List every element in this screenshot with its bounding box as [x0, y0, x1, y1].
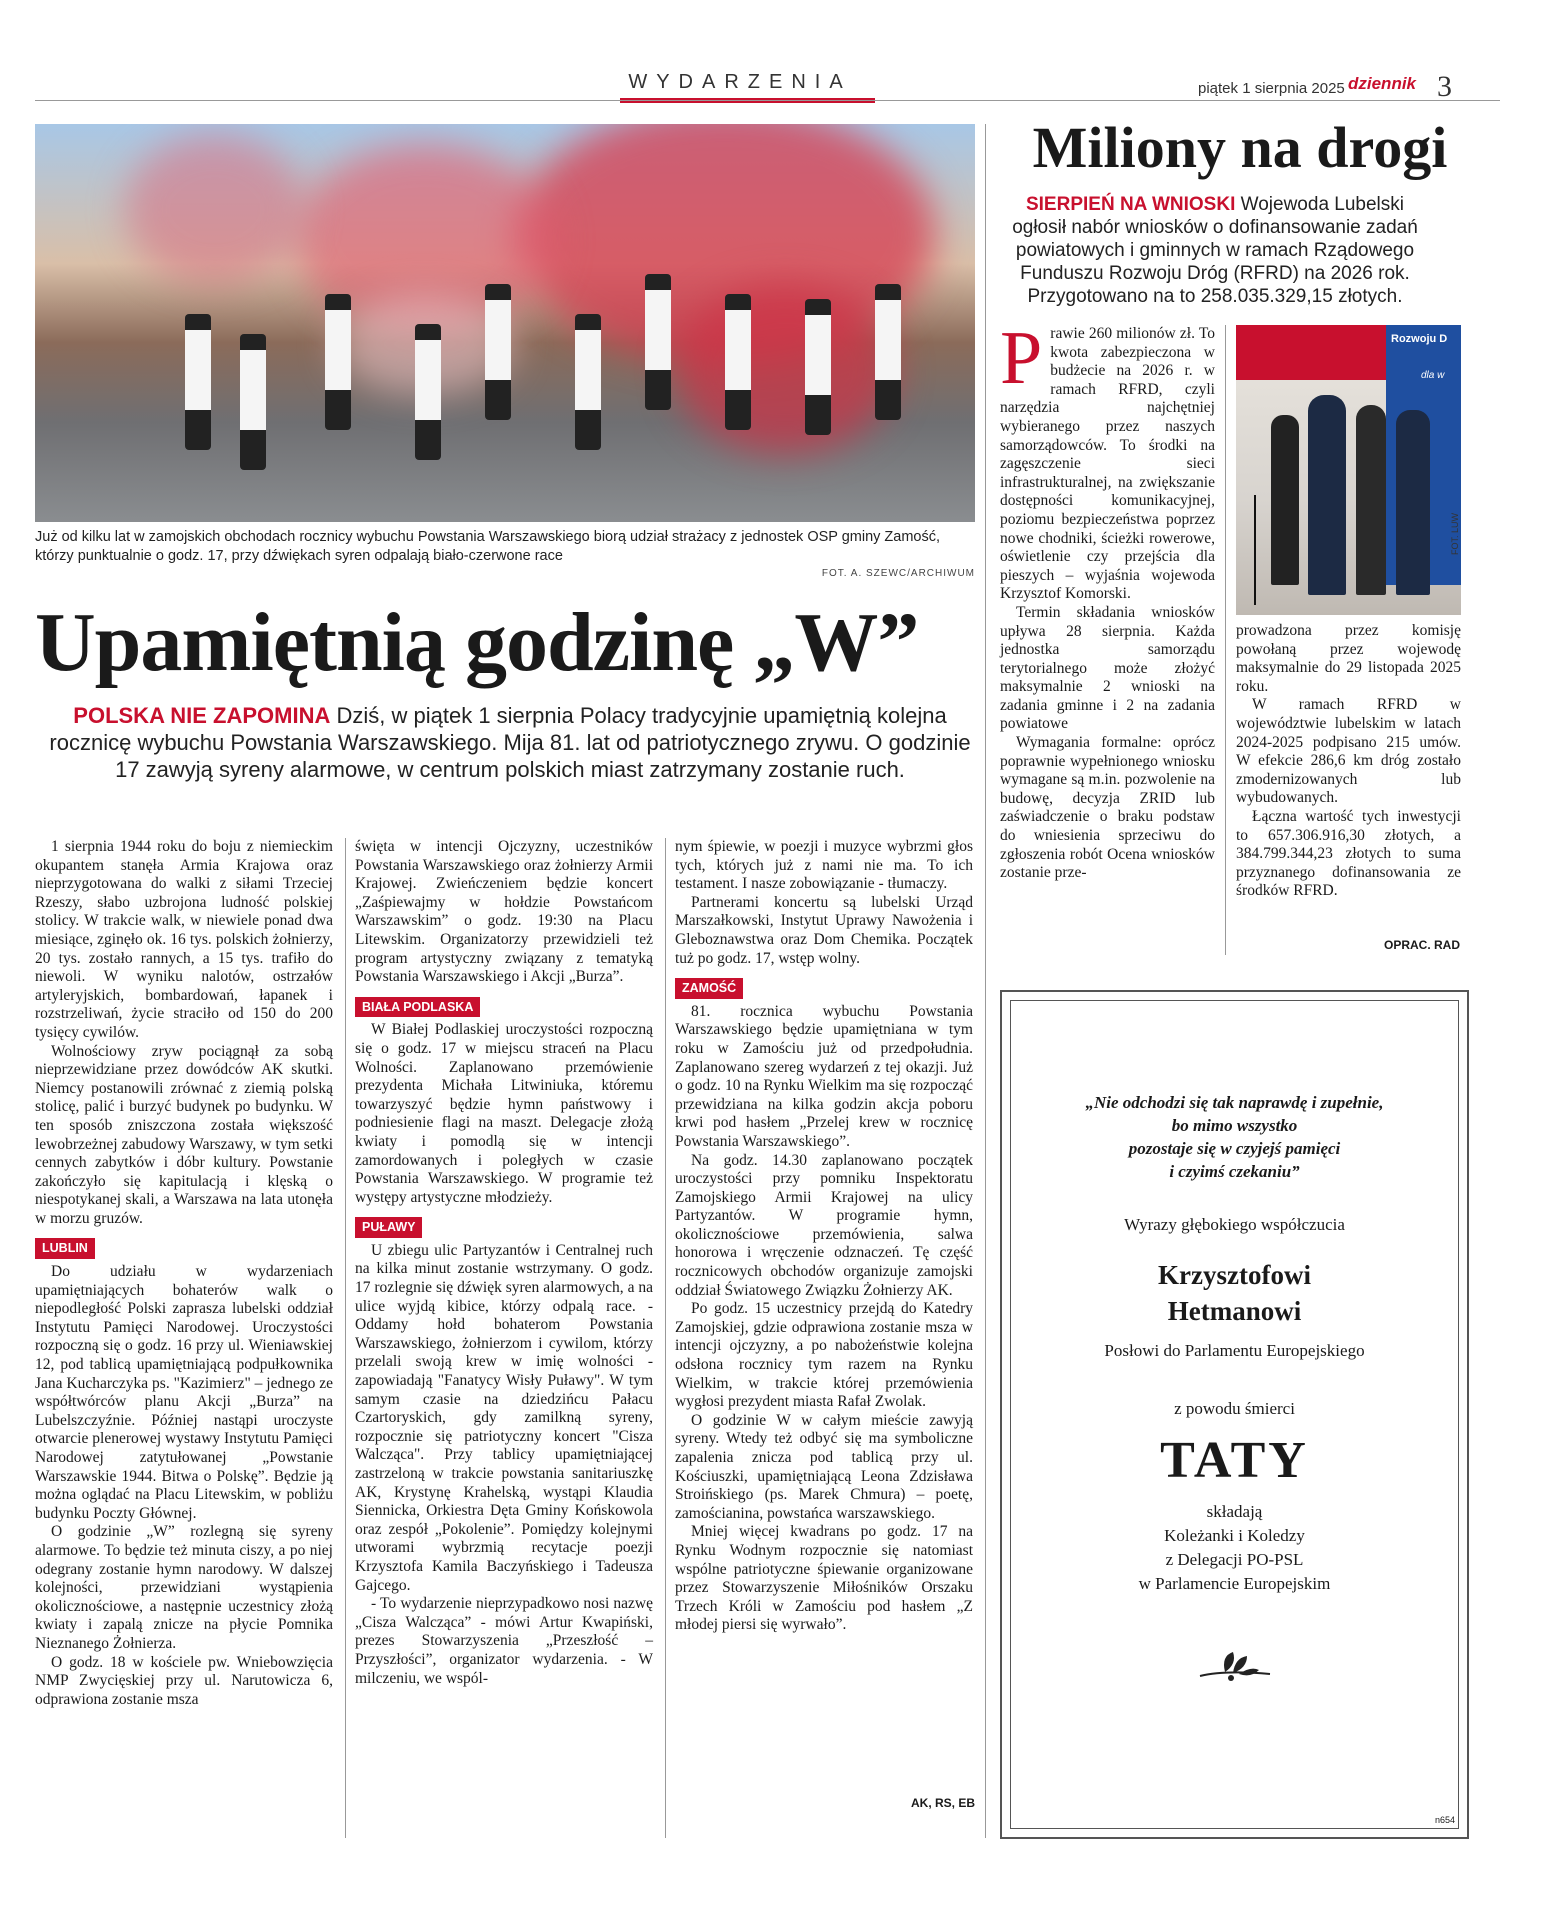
side-photo — [1236, 325, 1461, 615]
obituary-recipient — [1011, 1257, 1458, 1329]
paragraph: Do udziału w wydarzeniach upamiętniających bohaterów walk o niepodległość Polski zaprasza lubelski oddział Instytutu Pamięci Narodowej. Uroczystości rozpoczną się o godz. 16 przy ul. Wieniawskiej 12, pod tablicą upamiętniającą podpułkownika Jana Kucharczyka ps. "Kazimierz" – jednego ze współtwórców planu Akcji „Burza” na Lubelszczyźnie. Później nastąpi uroczyste otwarcie plenerowej wystawy Instytutu Pamięci Narodowej zatytułowanej „Powstanie Warszawskie 1944. Bitwa o Polskę”. Będzie ją można oglądać na Placu Litewskim, w pobliżu budynku Poczty Głównej. — [35, 1263, 333, 1522]
signatory-line: z Delegacji PO-PSL — [1165, 1550, 1304, 1569]
photo-caption: Już od kilku lat w zamojskich obchodach rocznicy wybuchu Powstania Warszawskiego biorą udział strażacy z jednostek OSP gminy Zamość, którzy punktualnie o godz. 17, przy dźwiękach syren odpalają biało-czerwone race — [35, 529, 941, 564]
obituary-frame — [1000, 990, 1469, 1839]
paragraph: Po godz. 15 uczestnicy przejdą do Katedry Zamojskiej, gdzie odprawiona zostanie msza w intencji ojczyzny, a po nabożeństwie kolejna odsłona rocznicy tym razem na Rynku Wielkim, w trakcie której przemówienia wygłosi prezydent miasta Rafał Zwolak. — [675, 1300, 973, 1411]
paragraph-text: rawie 260 milionów zł. To kwota zabezpieczona w budżecie na 2026 r. w ramach RFRD, czyli narzędzia najchętniej wybieranego przez naszych samorządowców. To środki na zagęszczenie sieci infrastrukturalnej, na zwiększanie dostępności komunikacyjnej, poziomu bezpieczeństwa poprzez nowe chodniki, ścieżki rowerowe, oświetlenie czy przejścia dla pieszych – wyjaśnia wojewoda Krzysztof Komorski. — [1000, 325, 1215, 603]
obituary-reason: z powodu śmierci — [1174, 1399, 1295, 1418]
side-authors: OPRAC. RAD — [1383, 938, 1460, 952]
quote-line: i czyimś czekaniu” — [1169, 1162, 1300, 1181]
signatory-line: w Parlamencie Europejskim — [1138, 1574, 1331, 1593]
photo-credit-side: FOT. LUW — [1450, 513, 1460, 555]
quote-line: bo mimo wszystko — [1171, 1116, 1298, 1135]
side-column-1 — [1000, 316, 1215, 883]
paragraph: prowadzona przez komisję powołaną przez wojewodę maksymalnie do 29 listopada 2025 roku. — [1236, 622, 1461, 695]
quote-line: pozostaje się w czyjejś pamięci — [1128, 1139, 1341, 1158]
issue-date: piątek 1 sierpnia 2025 — [1198, 80, 1345, 97]
region-tag-pulawy: PUŁAWY — [355, 1217, 422, 1238]
paragraph: O godz. 18 w kościele pw. Wniebowzięcia NMP Zwycięskiej przy ul. Narutowicza 6, odprawiona zostanie msza — [35, 1653, 333, 1708]
side-column-2 — [1236, 622, 1461, 901]
side-lead-kicker: SIERPIEŃ NA WNIOSKI — [1025, 194, 1236, 215]
side-lead-text: Wojewoda Lubelski ogłosił nabór wniosków o dofinansowanie zadań powiatowych i gminnych w ramach Rządowego Funduszu Rozwoju Dróg (RFRD) na 2026 rok. Przygotowano na to 258.035.329,15 złotych. — [1012, 194, 1418, 307]
section-label: WYDARZENIA — [628, 71, 852, 93]
obituary-deceased: TATY — [1160, 1432, 1309, 1489]
newspaper-logo: dziennik — [1348, 74, 1417, 93]
obituary-intro: Wyrazy głębokiego współczucia — [1124, 1215, 1345, 1234]
signatory-line: składają — [1206, 1502, 1263, 1521]
ad-code: n654 — [1434, 1815, 1455, 1825]
paragraph: Wymagania formalne: oprócz poprawnie wypełnionego wniosku wymagane są m.in. pozwolenie na budowę, decyzja ZRID lub zaświadczenie o braku podstaw do wniesienia sprzeciwu do zgłoszenia robót Ocena wniosków zostanie prze- — [1000, 734, 1215, 882]
microphone-stand — [1254, 495, 1256, 605]
recipient-line: Hetmanowi — [1167, 1296, 1302, 1326]
person-figure — [1308, 395, 1346, 595]
paragraph: święta w intencji Ojczyzny, uczestników Powstania Warszawskiego oraz żołnierzy Armii Krajowej. Zwieńczeniem będzie koncert „Zaśpiewajmy w hołdzie Powstańcom Warszawskim” o godz. 19:30 na Placu Litewskim. Organizatorzy przewidzieli też program artystyczny związany z tematyką Powstania Warszawskiego i Akcji „Burza”. — [355, 838, 653, 986]
flower-icon — [1195, 1646, 1275, 1686]
column-rule — [1225, 325, 1226, 955]
lead-kicker: POLSKA NIE ZAPOMINA — [73, 703, 331, 728]
obituary-quote — [1011, 1091, 1458, 1183]
paragraph: W ramach RFRD w województwie lubelskim w latach 2024-2025 podpisano 215 umów. W efekcie 286,6 km dróg zostało zmodernizowanych lub wybudowanych. — [1236, 696, 1461, 807]
region-tag-biala-podlaska: BIAŁA PODLASKA — [355, 997, 480, 1018]
main-photo — [35, 124, 975, 522]
column-rule — [985, 124, 986, 1838]
article-column-1 — [35, 838, 333, 1709]
paragraph: Termin składania wniosków upływa 28 sierpnia. Każda jednostka samorządu terytorialnego może złożyć maksymalnie 2 wnioski na zadania gminne i 2 na zadania powiatowe — [1000, 603, 1215, 733]
signatory-line: Koleżanki i Koledzy — [1164, 1526, 1305, 1545]
person-figure — [1271, 415, 1299, 585]
page-number: 3 — [1437, 70, 1452, 103]
side-headline: Miliony na drogi — [1032, 115, 1448, 180]
person-figure — [1396, 410, 1430, 595]
column-rule — [345, 838, 346, 1838]
obituary-role: Posłowi do Parlamentu Europejskiego — [1104, 1341, 1365, 1360]
banner-text: Rozwoju D — [1391, 333, 1448, 345]
article-authors: AK, RS, EB — [910, 1796, 975, 1810]
paragraph: U zbiegu ulic Partyzantów i Centralnej ruch na kilka minut zostanie wstrzymany. O godz. 17 rozlegnie się dźwięk syren alarmowych, a na ulice wyjdą kibice, którzy odpalą race. - Oddamy hołd bohaterom Powstania Warszawskiego, żołnierzom i cywilom, którzy przelali swoją krew w imię wolności - zapowiadają "Fanatycy Wisły Puławy". W tym samym czasie na dziedzińcu Pałacu Czartoryskich, gdy zamilkną syreny, rozpocznie się patriotyczny koncert "Cisza Walcząca". Przy tablicy upamiętniającej zastrzeloną w trakcie powstania sanitariuszkę AK, Krystynę Krahelską, wystąpi Klaudia Siennicka, Orkiestra Dęta Gminy Końskowola oraz zespół „Pokolenie”. Pomiędzy kolejnymi utworami wybrzmią recytacje poezji Krzysztofa Kamila Baczyńskiego i Tadeusza Gajcego. — [355, 1241, 653, 1594]
drop-cap: P — [1000, 316, 1043, 400]
paragraph: 81. rocznica wybuchu Powstania Warszawskiego będzie upamiętniana w tym roku w Zamościu już od przedpołudnia. Zaplanowano szereg wydarzeń z tej okazji. Już o godz. 10 na Rynku Wielkim ma się rozpocząć przewidziana na kilka godzin akcja poboru krwi pod hasłem „Przelej krew w rocznicę Powstania Warszawskiego”. — [675, 1002, 973, 1150]
lead-text: Dziś, w piątek 1 sierpnia Polacy tradycyjnie upamiętnią kolejna rocznicę wybuchu Powstania Warszawskiego. Mija 81. lat od patriotycznego zrywu. O godzinie 17 zawyją syreny alarmowe, w centrum polskich miast zatrzymany zostanie ruch. — [49, 703, 971, 782]
paragraph: Łączna wartość tych inwestycji to 657.306.916,30 złotych, a 384.799.344,23 złotych to suma przyznanego dofinansowania ze środków RFRD. — [1236, 807, 1461, 900]
recipient-line: Krzysztofowi — [1158, 1260, 1311, 1290]
region-tag-lublin: LUBLIN — [35, 1238, 95, 1259]
paragraph: Na godz. 14.30 zaplanowano początek uroczystości przy pomniku Inspektoratu Zamojskiego Armii Krajowej na ulicy Partyzantów. W programie hymn, okolicznościowe przemówienia, salwa honorowa i wręczenie odznaczeń. Tę część rocznicowych obchodów organizuje zamojski oddział Światowego Związku Żołnierzy AK. — [675, 1151, 973, 1299]
header-rule — [35, 100, 1500, 101]
obituary-signatories — [1011, 1500, 1458, 1596]
side-lead — [1000, 193, 1430, 308]
region-tag-zamosc: ZAMOŚĆ — [675, 978, 743, 999]
person-figure — [1356, 405, 1386, 595]
paragraph: Wolnościowy zryw pociągnął za sobą nieprzewidziane przez dowódców AK skutki. Niemcy postanowili zrównać z ziemią polską stolicę, palić i burzyć budynek po budynku. W ten sposób zniszczona została większość lewobrzeżnej zabudowy Warszawy, w tym setki cennych zabytków i dóbr kultury. Powstanie zakończyło się kapitulacją i klęską o niespotykanej skali, a Warszawa na lata utonęła w morzu gruzów. — [35, 1042, 333, 1227]
main-headline: Upamiętnią godzinę „W” — [35, 596, 919, 689]
paragraph: O godzinie „W” rozlegną się syreny alarmowe. To będzie też minuta ciszy, a po niej odegrany zostanie hymn narodowy. W dalszej kolejności, przewidziani wystąpienia okolicznościowe, a następnie uczestnicy złożą kwiaty i zapalą znicze na płycie Pomnika Nieznanego Żołnierza. — [35, 1523, 333, 1652]
paragraph: - To wydarzenie nieprzypadkowo nosi nazwę „Cisza Walcząca” - mówi Artur Kwapiński, prezes Stowarzyszenia „Przeszłość – Przyszłości”, organizator wydarzenia. - W milczeniu, we wspól- — [355, 1595, 653, 1687]
banner-red — [1236, 325, 1386, 380]
paragraph: 1 sierpnia 1944 roku do boju z niemieckim okupantem stanęła Armia Krajowa oraz nieprzygotowana do walki z siłami Trzeciej Rzeszy, słabo uzbrojona ludność polskiej stolicy. W trakcie walk, w niewiele ponad dwa miesiące, zginęło ok. 16 tys. polskich żołnierzy, 20 tys. zostało rannych, a 15 tys. trafiło do niewoli. W wyniku nalotów, ostrzałów artyleryjskich, bombardowań, łapanek i rozstrzeliwań, życie straciło od 150 do 200 tysięcy cywilów. — [35, 838, 333, 1041]
paragraph: Partnerami koncertu są lubelski Urząd Marszałkowski, Instytut Uprawy Nawożenia i Gleboznawstwa oraz Dom Chemika. Początek tuż po godz. 17, wstęp wolny. — [675, 893, 973, 967]
paragraph: O godzinie W w całym mieście zawyją syreny. Wtedy też odbyć się ma symboliczne zapalenia znicza pod tablicą przy ul. Kościuszki, upamiętniającą Leona Zdzisława Stroińskiego (ps. Marek Chmura) – poetę, zamościanina, powstańca warszawskiego. — [675, 1411, 973, 1522]
column-rule — [665, 838, 666, 1838]
paragraph — [1000, 316, 1215, 604]
main-lead — [35, 702, 985, 783]
quote-line: „Nie odchodzi się tak naprawdę i zupełnie, — [1085, 1093, 1384, 1112]
paragraph: nym śpiewie, w poezji i muzyce wybrzmi głos tych, których już z nami nie ma. To ich testament. I nasze zobowiązanie - tłumaczy. — [675, 838, 973, 893]
photo-credit: FOT. A. SZEWC/ARCHIWUM — [821, 568, 975, 579]
paragraph: W Białej Podlaskiej uroczystości rozpoczną się o godz. 17 w miejscu straceń na Placu Wolności. Zaplanowano przemówienie prezydenta Michała Litwiniuka, któremu towarzyszyć będzie hymn państwowy i podniesienie flagi na maszt. Delegacje złożą kwiaty i pomodlą się w intencji zamordowanych i poległych w czasie Powstania Warszawskiego. W programie też występy artystyczne młodzieży. — [355, 1021, 653, 1206]
article-column-3 — [675, 838, 973, 1635]
paragraph: Mniej więcej kwadrans po godz. 17 na Rynku Wodnym rozpocznie się natomiast wspólne patriotyczne śpiewanie organizowane przez Stowarzyszenie Miłośników Orszaku Trzech Króli w Zamościu pod hasłem „Z młodej piersi się wyrwało”. — [675, 1523, 973, 1634]
banner-text-2: dla w — [1421, 370, 1445, 381]
obituary-inner-frame — [1010, 1000, 1459, 1829]
article-column-2 — [355, 838, 653, 1688]
